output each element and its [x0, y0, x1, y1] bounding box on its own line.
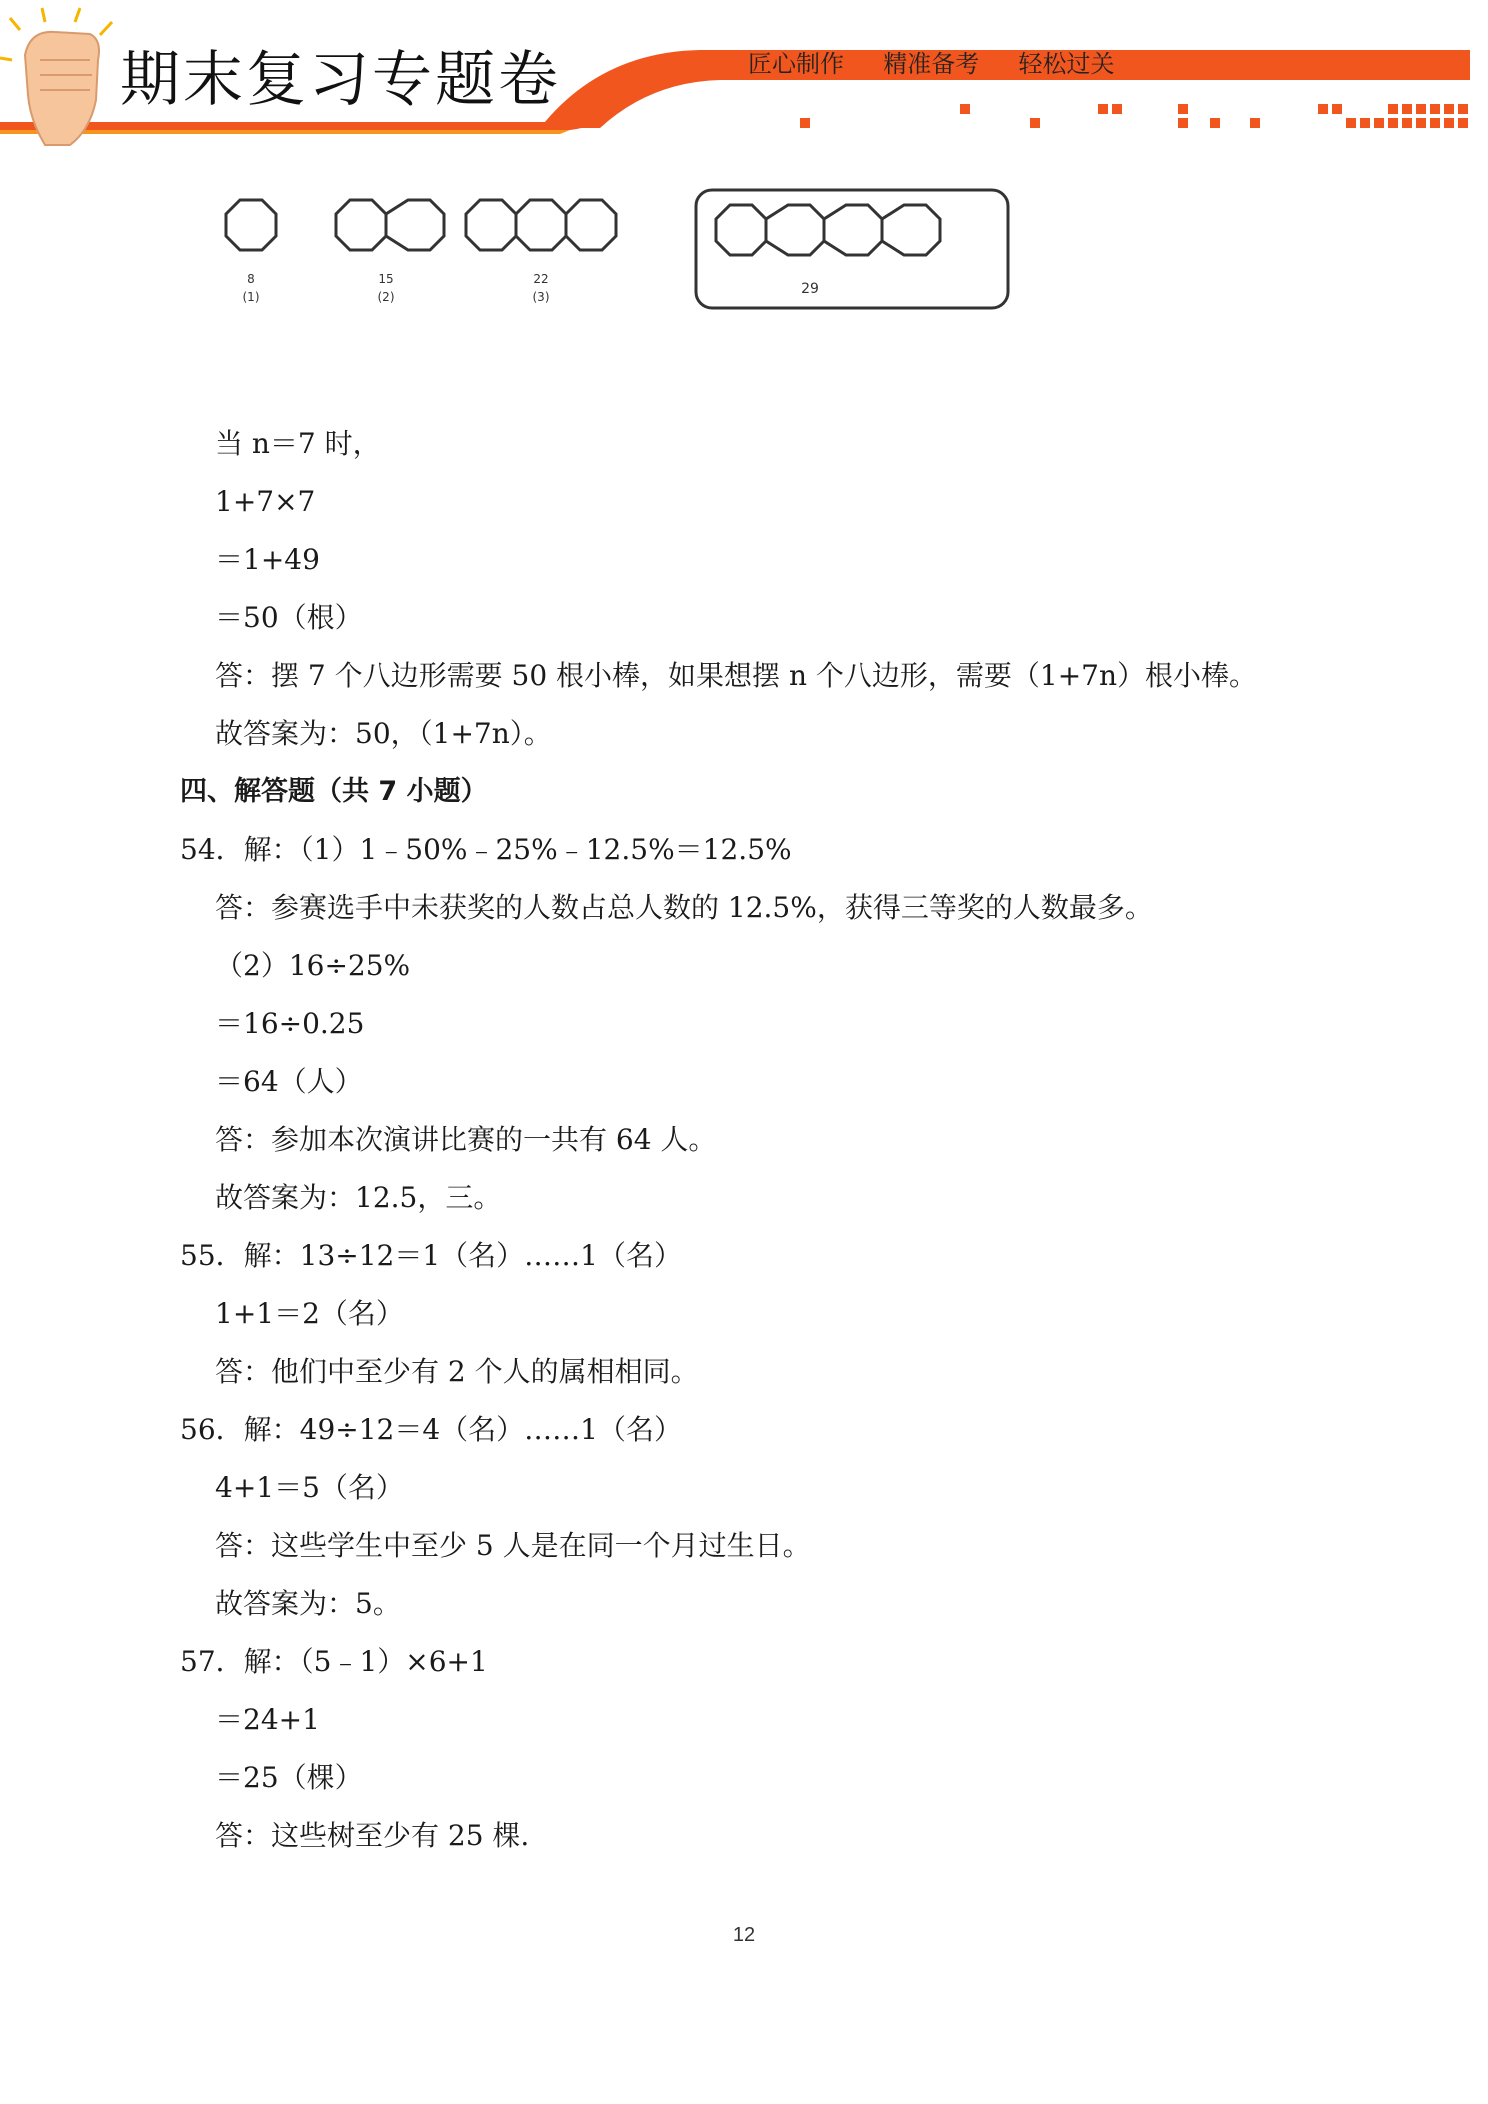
octagon-figure	[210, 185, 1030, 325]
octagon-pattern-diagram	[210, 185, 1030, 325]
page-header	[0, 0, 1488, 150]
caption-2-index: (2)	[377, 290, 395, 304]
text-line: 答：他们中至少有 2 个人的属相相同。	[215, 1355, 699, 1388]
text-line: ＝1+49	[215, 543, 320, 576]
text-line: 1+1＝2（名）	[215, 1297, 404, 1330]
text-line: 故答案为：50，（1+7n）。	[215, 717, 552, 750]
text-line: （2）16÷25%	[215, 949, 411, 982]
question-55: 55．解：13÷12＝1（名）……1（名）	[180, 1239, 682, 1272]
text-line: 答：参加本次演讲比赛的一共有 64 人。	[215, 1123, 717, 1156]
text-line: 答：参赛选手中未获奖的人数占总人数的 12.5%，获得三等奖的人数最多。	[215, 891, 1153, 924]
caption-4-count: 29	[801, 281, 819, 297]
text-line: 故答案为：5。	[215, 1587, 401, 1620]
question-57: 57．解：（5﹣1）×6+1	[180, 1645, 488, 1678]
text-line: 1+7×7	[215, 485, 316, 518]
question-56: 56．解：49÷12＝4（名）……1（名）	[180, 1413, 682, 1446]
text-line: ＝16÷0.25	[215, 1007, 365, 1040]
text-line: 当 n＝7 时，	[215, 427, 381, 460]
caption-3-index: (3)	[532, 290, 550, 304]
decorative-squares	[800, 104, 1468, 128]
text-line: ＝25（棵）	[215, 1761, 363, 1794]
question-54: 54．解：（1）1﹣50%﹣25%﹣12.5%＝12.5%	[180, 833, 792, 866]
text-line: 答：摆 7 个八边形需要 50 根小棒，如果想摆 n 个八边形，需要（1+7n）根小棒。	[215, 659, 1258, 692]
page-number: 12	[732, 1924, 756, 1946]
text-line: ＝50（根）	[215, 601, 363, 634]
header-title: 期末复习专题卷	[120, 45, 561, 115]
text-line: 故答案为：12.5，三。	[215, 1181, 502, 1214]
text-line: 答：这些树至少有 25 棵.	[215, 1819, 530, 1852]
caption-3-count: 22	[533, 272, 549, 286]
header-slogan: 匠心制作 精准备考 轻松过关	[748, 50, 1115, 78]
octagon-group-1	[226, 200, 276, 250]
caption-1-index: (1)	[242, 290, 260, 304]
caption-2-count: 15	[378, 272, 394, 286]
section-heading: 四、解答题（共 7 小题）	[180, 776, 488, 807]
text-line: ＝64（人）	[215, 1065, 363, 1098]
text-line: 4+1＝5（名）	[215, 1471, 404, 1504]
text-line: 答：这些学生中至少 5 人是在同一个月过生日。	[215, 1529, 811, 1562]
caption-1-count: 8	[247, 272, 255, 286]
text-line: ＝24+1	[215, 1703, 320, 1736]
